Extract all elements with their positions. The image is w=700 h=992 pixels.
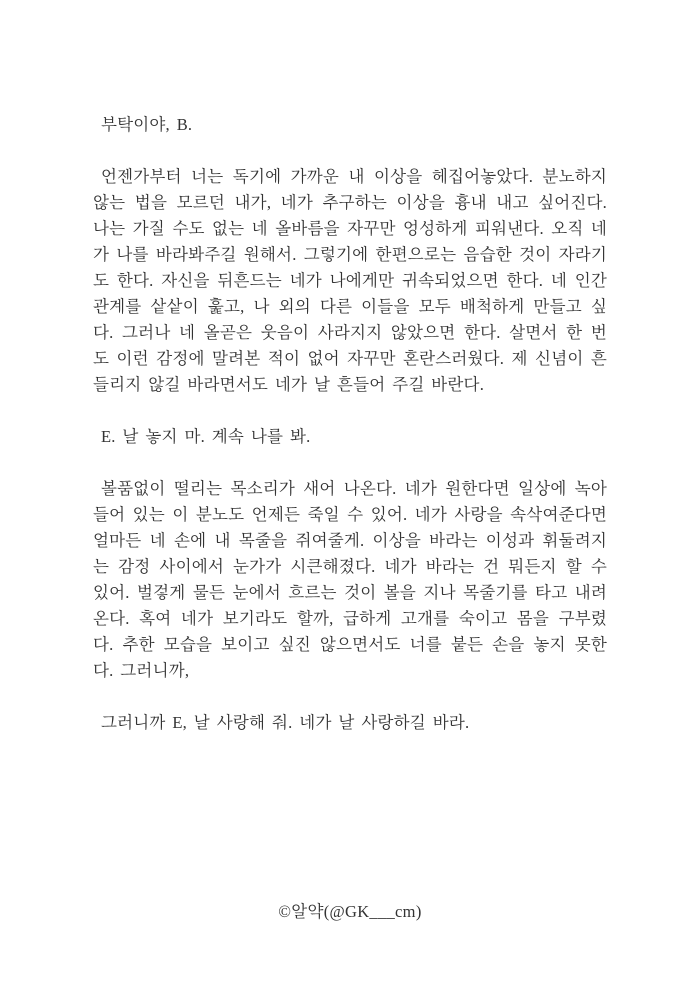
text-line: E. 날 놓지 마. 계속 나를 봐. xyxy=(101,427,311,446)
text-line: 언젠가부터 너는 독기에 가까운 내 이상을 헤집어놓았다. 분노하지 xyxy=(101,167,607,186)
document-body xyxy=(93,112,607,762)
paragraph-2 xyxy=(93,476,607,684)
text-line: 다. 추한 모습을 보이고 싶진 않으면서도 너를 붙든 손을 놓지 못한 xyxy=(93,635,607,654)
text-line: 온다. 혹여 네가 보기라도 할까, 급하게 고개를 숙이고 몸을 구부렸 xyxy=(93,609,607,628)
closing-line xyxy=(93,710,607,736)
text-line: 부탁이야, B. xyxy=(101,115,193,134)
salutation xyxy=(93,112,607,138)
text-line: 다. 그러니까, xyxy=(93,661,190,680)
text-line: 그러니까 E, 날 사랑해 줘. 네가 날 사랑하길 바라. xyxy=(101,713,470,732)
plea-line xyxy=(93,424,607,450)
text-line: 얼마든 네 손에 내 목줄을 쥐여줄게. 이상을 바라는 이성과 휘둘려지 xyxy=(93,531,607,550)
paragraph-1 xyxy=(93,164,607,398)
text-line: 도 한다. 자신을 뒤흔드는 네가 나에게만 귀속되었으면 한다. 네 인간 xyxy=(93,271,607,290)
text-line: 는 감정 사이에서 눈가가 시큰해졌다. 네가 바라는 건 뭐든지 할 수 xyxy=(93,557,607,576)
text-line: 있어. 벌겋게 물든 눈에서 흐르는 것이 볼을 지나 목줄기를 타고 내려 xyxy=(93,583,607,602)
text-line: 볼품없이 떨리는 목소리가 새어 나온다. 네가 원한다면 일상에 녹아 xyxy=(101,479,607,498)
text-line: 관계를 샅샅이 훑고, 나 외의 다른 이들을 모두 배척하게 만들고 싶 xyxy=(93,297,607,316)
text-line: 가 나를 바라봐주길 원해서. 그렇기에 한편으로는 음습한 것이 자라기 xyxy=(93,245,607,264)
credit-line: ©알약(@GK___cm) xyxy=(278,902,422,921)
text-line: 들어 있는 이 분노도 언제든 죽일 수 있어. 네가 사랑을 속삭여준다면 xyxy=(93,505,607,524)
text-line: 도 이런 감정에 말려본 적이 없어 자꾸만 혼란스러웠다. 제 신념이 흔 xyxy=(93,349,607,368)
text-line: 않는 법을 모르던 내가, 네가 추구하는 이상을 흉내 내고 싶어진다. xyxy=(93,193,607,212)
text-line: 나는 가질 수도 없는 네 올바름을 자꾸만 엉성하게 피워낸다. 오직 네 xyxy=(93,219,607,238)
text-line: 들리지 않길 바라면서도 네가 날 흔들어 주길 바란다. xyxy=(93,375,485,394)
text-line: 다. 그러나 네 올곧은 웃음이 사라지지 않았으면 한다. 살면서 한 번 xyxy=(93,323,607,342)
